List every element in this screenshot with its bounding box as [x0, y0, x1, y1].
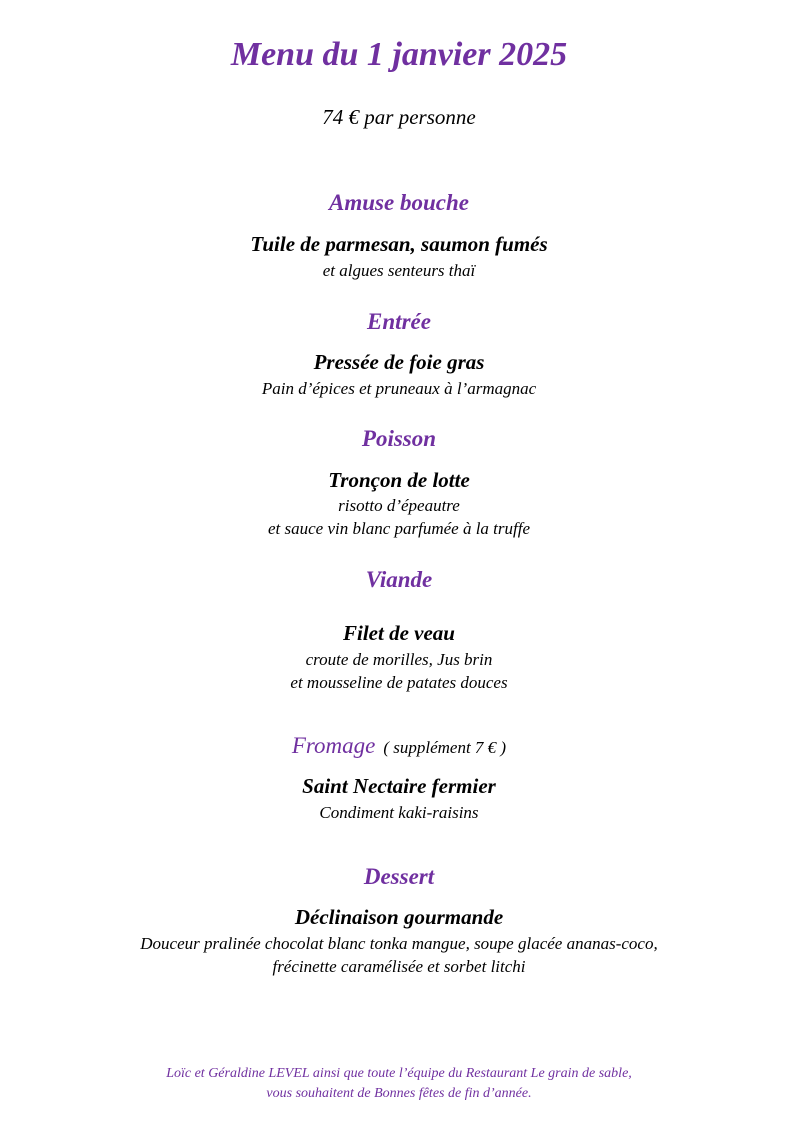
dish-description-line: et mousseline de patates douces	[290, 673, 508, 692]
dish-description-line: frécinette caramélisée et sorbet litchi	[272, 957, 526, 976]
dish-description-line: et algues senteurs thaï	[322, 261, 476, 280]
dish-name-dessert: Déclinaison gourmande	[294, 905, 504, 929]
dish-name-entree: Pressée de foie gras	[313, 350, 485, 374]
dish-name-poisson: Tronçon de lotte	[328, 468, 470, 492]
menu-title: Menu du 1 janvier 2025	[230, 36, 568, 73]
section-heading-amuse-bouche: Amuse bouche	[329, 190, 469, 215]
section-heading-entree: Entrée	[367, 309, 431, 334]
section-heading-poisson: Poisson	[361, 426, 437, 451]
dish-description-line: Pain d’épices et pruneaux à l’armagnac	[261, 379, 537, 398]
dish-name-amuse-bouche: Tuile de parmesan, saumon fumés	[250, 232, 548, 256]
dish-name-fromage: Saint Nectaire fermier	[302, 774, 496, 798]
dish-description-line: croute de morilles, Jus brin	[305, 650, 493, 669]
price-per-person: 74 € par personne	[322, 105, 476, 129]
section-heading-viande: Viande	[365, 567, 433, 592]
dish-description-line: et sauce vin blanc parfumée à la truffe	[267, 519, 531, 538]
fromage-supplement: ( supplément 7 € )	[383, 738, 507, 757]
fromage-heading-label: Fromage	[291, 733, 376, 758]
dish-name-viande: Filet de veau	[343, 621, 455, 645]
section-heading-fromage	[0, 733, 798, 759]
dish-description-line: Douceur pralinée chocolat blanc tonka mangue, soupe glacée ananas-coco,	[140, 934, 658, 953]
footer-message-line: Loïc et Géraldine LEVEL ainsi que toute l’équipe du Restaurant Le grain de sable,	[166, 1066, 632, 1081]
section-heading-dessert: Dessert	[363, 864, 435, 889]
dish-description-line: risotto d’épeautre	[338, 496, 460, 515]
footer-message-line: vous souhaitent de Bonnes fêtes de fin d’année.	[266, 1086, 532, 1101]
dish-description-line: Condiment kaki-raisins	[319, 803, 479, 822]
